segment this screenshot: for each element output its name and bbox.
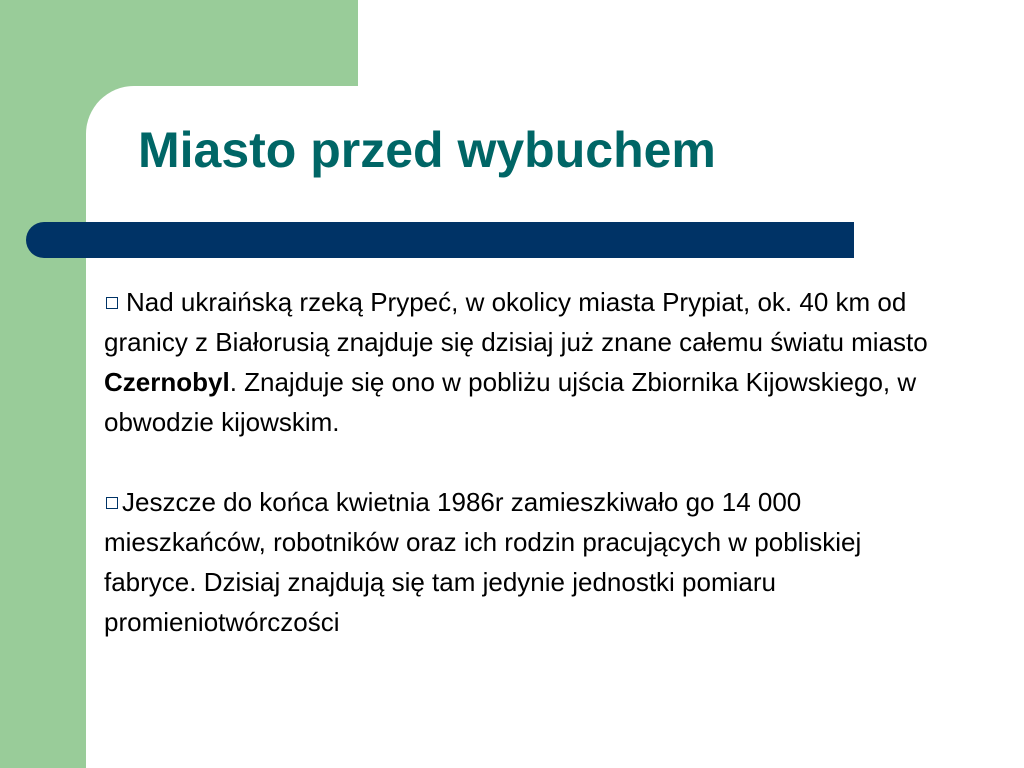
- slide-title: Miasto przed wybuchem: [138, 122, 716, 178]
- slide-body: [104, 282, 944, 642]
- title-underline-bar: [26, 222, 854, 258]
- bullet-paragraph-1: [104, 282, 944, 442]
- bullet-1-text-end: . Znajduje się ono w pobliżu ujścia Zbiornika Kijowskiego, w obwodzie kijowskim.: [104, 367, 917, 437]
- square-bullet-icon: [106, 497, 118, 509]
- bullet-2-text: Jeszcze do końca kwietnia 1986r zamieszkiwało go 14 000 mieszkańców, robotników oraz ich rodzin pracujących w pobliskiej fabryce. Dzisiaj znajdują się tam jedynie jednostki pomiaru promieniotwórczości: [104, 487, 862, 637]
- bullet-paragraph-2: [104, 482, 944, 642]
- green-left-strip: [0, 0, 86, 768]
- bullet-1-text: Nad ukraińską rzeką Prypeć, w okolicy miasta Prypiat, ok. 40 km od granicy z Białorusią znajduje się dzisiaj już znane całemu światu miasto: [104, 287, 928, 357]
- bullet-1-emphasis: Czernobyl: [104, 367, 230, 397]
- square-bullet-icon: [106, 297, 118, 309]
